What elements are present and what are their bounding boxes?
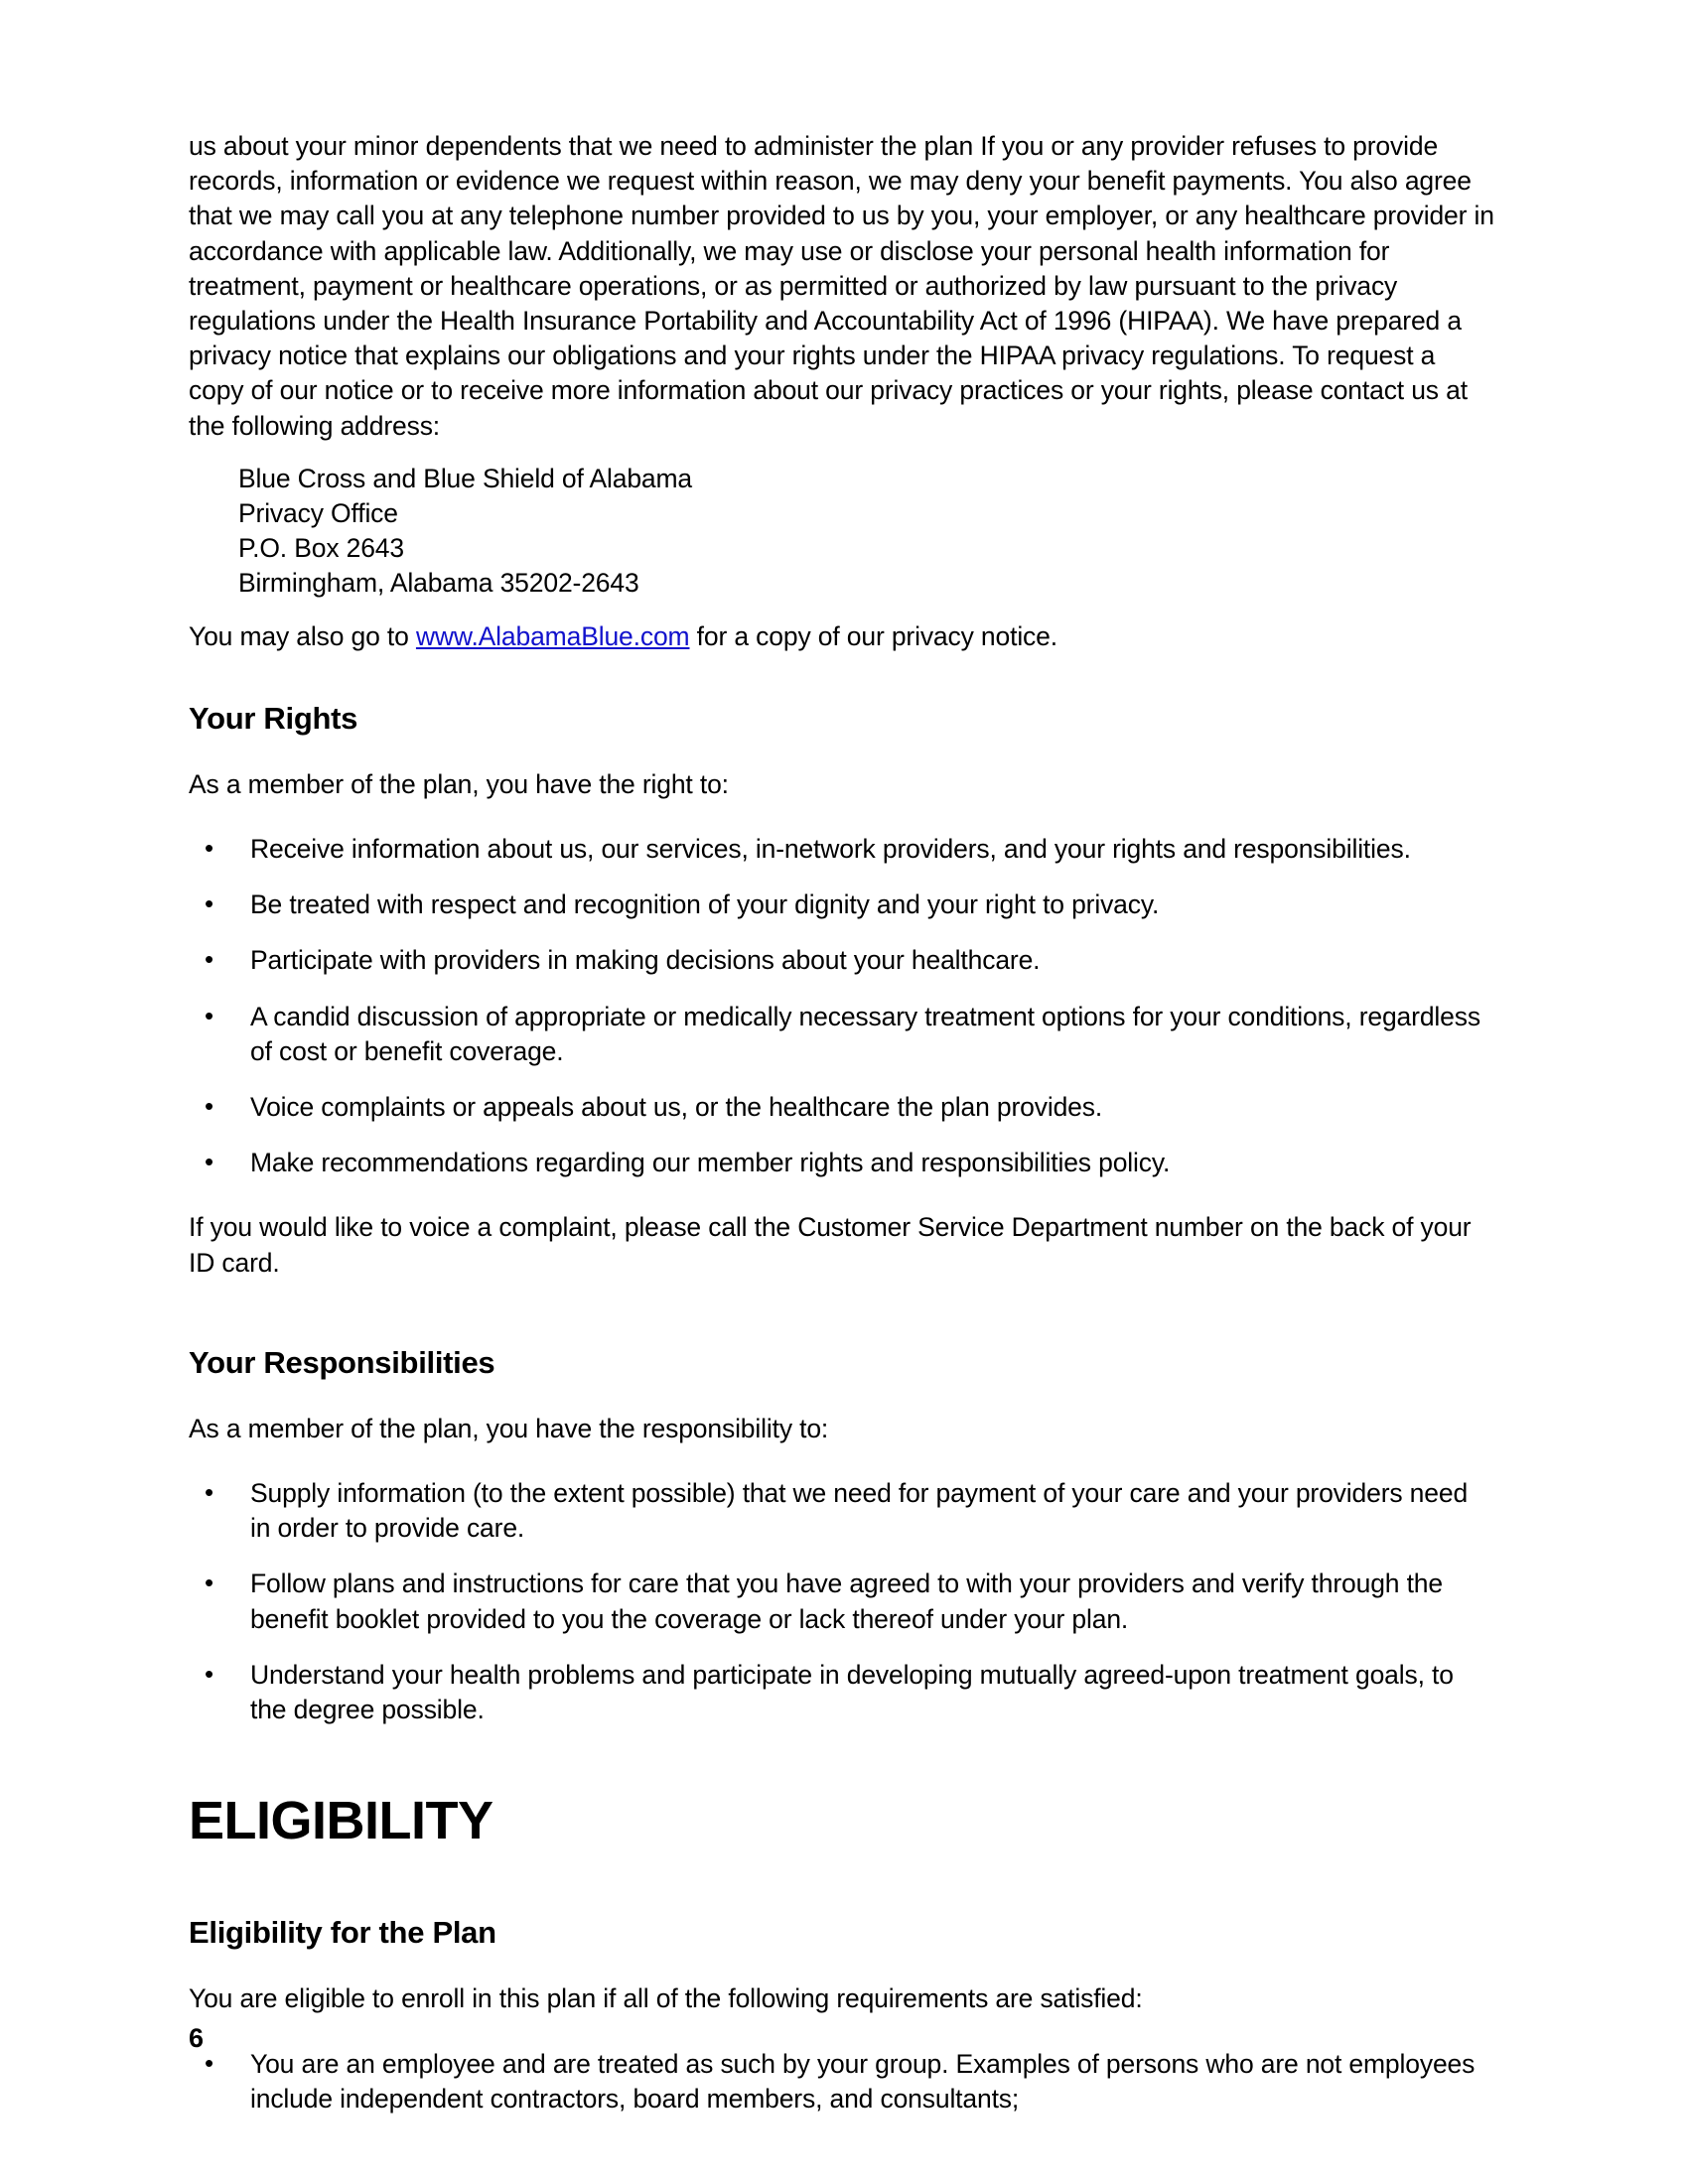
- bullet-icon: •: [205, 888, 213, 919]
- spacer: [189, 2017, 1494, 2047]
- your-responsibilities-lead-in: As a member of the plan, you have the responsibility to:: [189, 1413, 829, 1443]
- spacer: [189, 1952, 1494, 1981]
- list-item-text: Make recommendations regarding our member rights and responsibilities policy.: [250, 1148, 1171, 1178]
- list-item: [189, 2047, 1494, 2116]
- your-responsibilities-heading: Your Responsibilities: [189, 1344, 495, 1380]
- eligibility-major-heading: ELIGIBILITY: [189, 1791, 493, 1851]
- spacer: [189, 1382, 1494, 1412]
- address-line-po-box: P.O. Box 2643: [238, 533, 404, 564]
- address-line-office: Privacy Office: [238, 498, 398, 529]
- list-item-text: Supply information (to the extent possible) that we need for payment of your care and your providers need in order to provide care.: [250, 1478, 1469, 1544]
- list-item-text: Be treated with respect and recognition of your dignity and your right to privacy.: [250, 889, 1160, 920]
- list-item-text: Follow plans and instructions for care that you have agreed to with your providers and verify through the benefit booklet provided to you the coverage or lack thereof under your plan.: [250, 1569, 1443, 1634]
- spacer: [189, 1281, 1494, 1344]
- eligibility-lead-in: You are eligible to enroll in this plan if all of the following requirements are satisfied:: [189, 1983, 1143, 2014]
- page-content: [189, 129, 1494, 2116]
- website-notice-line: [189, 619, 1494, 654]
- mailing-address-block: [238, 462, 1494, 602]
- bullet-icon: •: [205, 1091, 213, 1122]
- list-item: [189, 1090, 1494, 1125]
- list-item-text: You are an employee and are treated as such by your group. Examples of persons who are not employees include independent contractors, board members, and consultants;: [250, 2048, 1476, 2114]
- list-item-text: Voice complaints or appeals about us, or the healthcare the plan provides.: [250, 1092, 1103, 1123]
- spacer: [189, 802, 1494, 832]
- list-item: [189, 1000, 1494, 1069]
- bullet-icon: •: [205, 833, 213, 864]
- eligibility-for-the-plan-heading: Eligibility for the Plan: [189, 1915, 496, 1951]
- bullet-icon: •: [205, 1000, 213, 1030]
- list-item: [189, 887, 1494, 922]
- your-rights-heading: Your Rights: [189, 700, 358, 736]
- list-item: [189, 832, 1494, 867]
- list-item: [189, 1476, 1494, 1546]
- spacer: [189, 444, 1494, 462]
- bullet-icon: •: [205, 1658, 213, 1689]
- bullet-icon: •: [205, 1147, 213, 1177]
- list-item-text: A candid discussion of appropriate or medically necessary treatment options for your conditions, regardless of cost or benefit coverage.: [250, 1001, 1480, 1066]
- list-item-text: Participate with providers in making decisions about your healthcare.: [250, 945, 1041, 976]
- spacer: [189, 738, 1494, 767]
- list-item: [189, 1658, 1494, 1727]
- list-item: [189, 1146, 1494, 1180]
- voice-complaint-paragraph: If you would like to voice a complaint, please call the Customer Service Department number on the back of your ID card.: [189, 1212, 1472, 1278]
- list-item: [189, 943, 1494, 978]
- spacer: [189, 654, 1494, 700]
- spacer: [189, 1180, 1494, 1210]
- spacer: [189, 1850, 1494, 1914]
- bullet-icon: •: [205, 1477, 213, 1508]
- spacer: [189, 1727, 1494, 1791]
- bullet-icon: •: [205, 944, 213, 975]
- spacer: [189, 602, 1494, 619]
- list-item: [189, 1567, 1494, 1636]
- website-notice-suffix: for a copy of our privacy notice.: [689, 620, 1057, 651]
- address-line-city-state-zip: Birmingham, Alabama 35202-2643: [238, 568, 639, 599]
- spacer: [189, 1446, 1494, 1476]
- bullet-icon: •: [205, 2047, 213, 2078]
- page-number: 6: [189, 2023, 204, 2053]
- alabama-blue-link[interactable]: www.AlabamaBlue.com: [415, 620, 690, 651]
- intro-paragraph: us about your minor dependents that we need to administer the plan If you or any provider refuses to provide records, information or evidence we request within reason, we may deny your benefit payments. You also agree that we may call you at any telephone number provided to us by you, your employer, or any healthcare provider in accordance with applicable law. Additionally, we may use or disclose your personal health information for treatment, payment or healthcare operations, or as permitted or authorized by law pursuant to the privacy regulations under the Health Insurance Portability and Accountability Act of 1996 (HIPAA). We have prepared a privacy notice that explains our obligations and your rights under the HIPAA privacy regulations. To request a copy of our notice or to receive more information about our privacy practices or your rights, please contact us at the following address:: [189, 131, 1494, 441]
- address-line-organization: Blue Cross and Blue Shield of Alabama: [238, 463, 693, 493]
- your-rights-lead-in: As a member of the plan, you have the right to:: [189, 768, 729, 799]
- eligibility-list: [189, 2047, 1494, 2116]
- website-notice-prefix: You may also go to: [189, 620, 416, 651]
- list-item-text: Receive information about us, our services, in-network providers, and your rights and responsibilities.: [250, 834, 1411, 865]
- list-item-text: Understand your health problems and participate in developing mutually agreed-upon treatment goals, to the degree possible.: [250, 1659, 1454, 1725]
- bullet-icon: •: [205, 1568, 213, 1598]
- your-responsibilities-list: [189, 1476, 1494, 1727]
- your-rights-list: [189, 832, 1494, 1180]
